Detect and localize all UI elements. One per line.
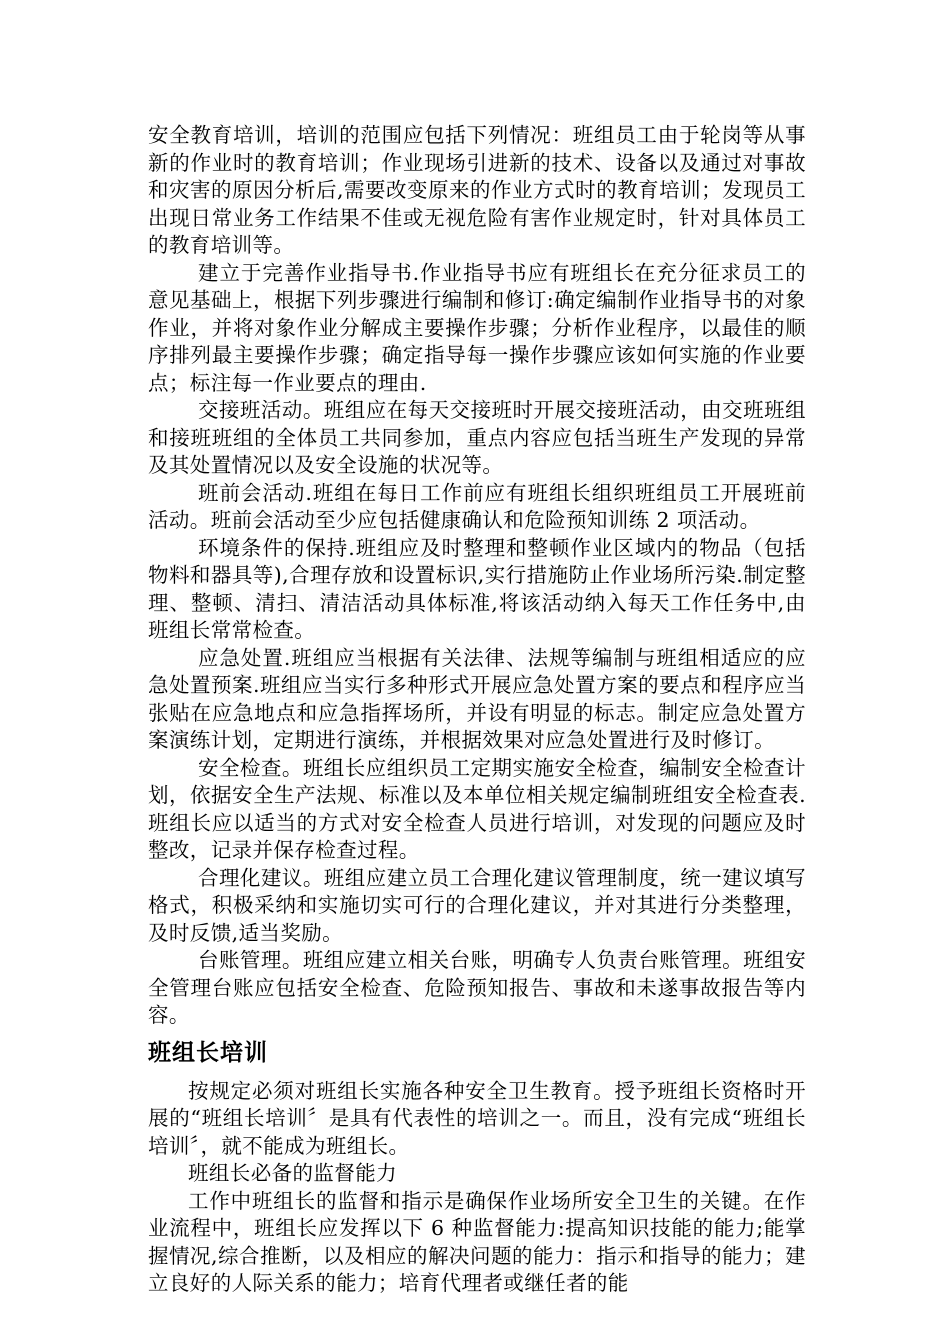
paragraph-ledger: 台账管理。班组应建立相关台账，明确专人负责台账管理。班组安全管理台账应包括安全检查、危险预知报告、事故和未遂事故报告等内容。 <box>148 948 806 1027</box>
paragraph-leader-training: 按规定必须对班组长实施各种安全卫生教育。授予班组长资格时开展的“班组长培训〞是具有代表性的培训之一。而且，没有完成“班组长培训〞，就不能成为班组长。 <box>148 1078 806 1158</box>
paragraph-safety-training: 安全教育培训，培训的范围应包括下列情况：班组员工由于轮岗等从事新的作业时的教育培训；作业现场引进新的技术、设备以及通过对事故和灾害的原因分析后,需要改变原来的作业方式时的教育培训；发现员工出现日常业务工作结果不佳或无视危险有害作业规定时，针对具体员工的教育培训等。 <box>148 123 806 257</box>
paragraph-safety-inspection: 安全检查。班组长应组织员工定期实施安全检查，编制安全检查计划，依据安全生产法规、标准以及本单位相关规定编制班组安全检查表.班组长应以适当的方式对安全检查人员进行培训，对发现的问题应及时整改，记录并保存检查过程。 <box>148 755 806 862</box>
paragraph-environment: 环境条件的保持.班组应及时整理和整顿作业区域内的物品（包括物料和器具等),合理存放和设置标识,实行措施防止作业场所污染.制定整理、整顿、清扫、清洁活动具体标准,将该活动纳入每天工作任务中,由班组长常常检查。 <box>148 535 806 642</box>
paragraph-shift-handover: 交接班活动。班组应在每天交接班时开展交接班活动，由交班班组和接班班组的全体员工共同参加，重点内容应包括当班生产发现的异常及其处置情况以及安全设施的状况等。 <box>148 398 806 477</box>
paragraph-suggestions: 合理化建议。班组应建立员工合理化建议管理制度，统一建议填写格式，积极采纳和实施切实可行的合理化建议，并对其进行分类整理，及时反馈,适当奖励。 <box>148 865 806 945</box>
document-page <box>148 122 806 1298</box>
paragraph-supervision: 工作中班组长的监督和指示是确保作业场所安全卫生的关键。在作业流程中，班组长应发挥以下 6 种监督能力:提高知识技能的能力;能掌握情况,综合推断，以及相应的解决问题的能力：指示和指导的能力；建立良好的人际关系的能力；培育代理者或继任者的能 <box>148 1188 806 1295</box>
paragraph-emergency: 应急处置.班组应当根据有关法律、法规等编制与班组相适应的应急处置预案.班组应当实行多种形式开展应急处置方案的要点和程序应当张贴在应急地点和应急指挥场所，并设有明显的标志。制定应急处置方案演练计划，定期进行演练，并根据效果对应急处置进行及时修订。 <box>148 645 806 752</box>
paragraph-work-instructions: 建立于完善作业指导书.作业指导书应有班组长在充分征求员工的意见基础上，根据下列步骤进行编制和修订:确定编制作业指导书的对象作业，并将对象作业分解成主要操作步骤；分析作业程序，以最佳的顺序排列最主要操作步骤；确定指导每一操作步骤应该如何实施的作业要点；标注每一作业要点的理由. <box>148 260 806 395</box>
subheading-supervision: 班组长必备的监督能力 <box>188 1161 397 1185</box>
section-heading: 班组长培训 <box>148 1039 268 1066</box>
paragraph-pre-shift-meeting: 班前会活动.班组在每日工作前应有班组长组织班组员工开展班前活动。班前会活动至少应包括健康确认和危险预知训练 2 项活动。 <box>148 480 806 532</box>
